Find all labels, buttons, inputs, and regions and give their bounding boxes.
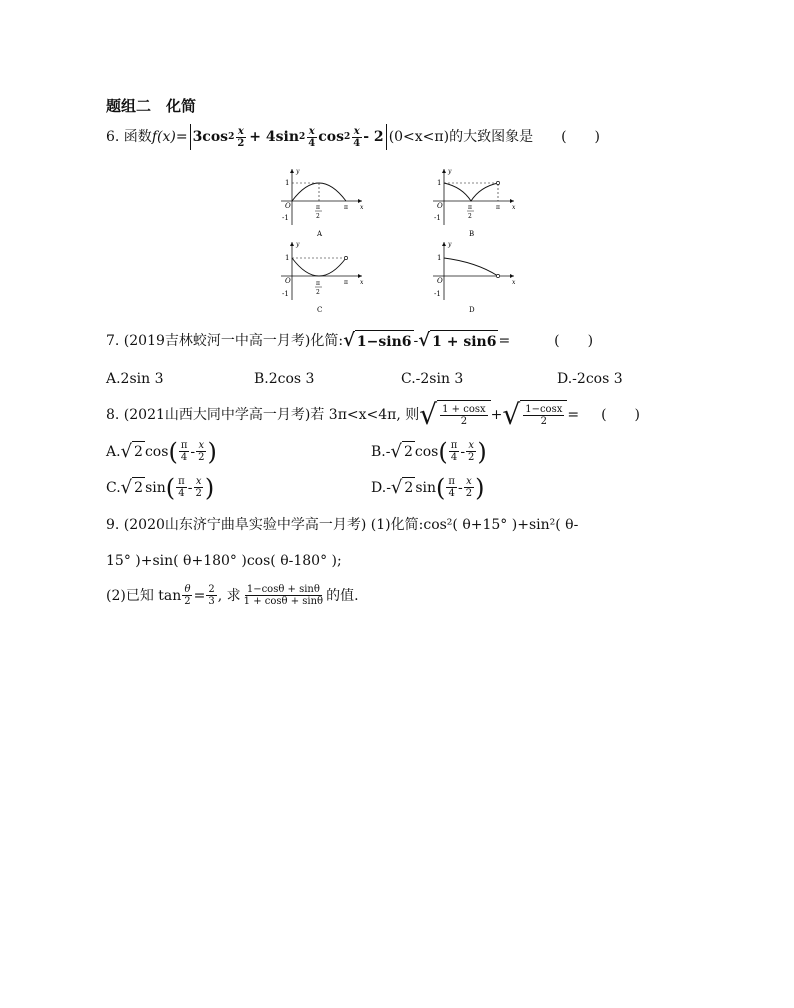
q9-frac-main: $\frac{1-\cos\theta + \sin\theta}{1 + \cos\theta + \sin\theta}$ <box>243 584 324 607</box>
tick-1: 1 <box>437 254 442 262</box>
q8-option-b[interactable]: B. - √ 2 cos ( $\frac{\pi}{4}$ - $\frac{x}{2}$ ) <box>371 437 487 466</box>
q9-line-3: (2)已知 tan $\frac{\theta}{2}$ = $\frac{2}{3}$ , 求 $\frac{1-\cos\theta + \sin\theta}{1 + \cos\theta + \sin\theta}$ 的值. <box>106 584 359 607</box>
tick-minus-1: -1 <box>282 214 289 222</box>
q8-option-c[interactable]: C. √ 2 sin ( $\frac{\pi}{4}$ - $\frac{x}{2}$ ) <box>106 473 215 502</box>
q6-sup-2b: 2 <box>299 132 306 142</box>
tick-minus-1: -1 <box>434 214 441 222</box>
q8-option-a[interactable]: A. √ 2 cos ( $\frac{\pi}{4}$ - $\frac{x}{2}$ ) <box>106 437 217 466</box>
tick-pi: π <box>344 204 348 211</box>
tick-minus-1: -1 <box>434 290 441 298</box>
x-axis-label: x <box>360 204 364 211</box>
y-axis-label: y <box>296 241 300 248</box>
graph-label-D: D <box>469 306 475 314</box>
q6-fx: f(x) <box>151 129 176 145</box>
q6-suffix: 的大致图象是 <box>449 129 534 145</box>
origin-label: O <box>285 277 291 285</box>
origin-label: O <box>285 202 291 210</box>
q7-prefix: 7. (2019吉林蛟河一中高一月考)化简: <box>106 333 344 349</box>
y-axis-label: y <box>296 168 300 175</box>
q6-frac-x-2: $\frac{x}{2}$ <box>237 125 245 149</box>
q8-plus: + <box>490 407 503 423</box>
tick-pi-half-num: π <box>316 280 320 287</box>
q7-minus: - <box>413 333 419 349</box>
abs-bar-right <box>386 124 387 150</box>
q8-prefix: 8. (2021山西大同中学高一月考)若 3π<x<4π, 则 <box>106 407 420 423</box>
section-title: 题组二 化简 <box>106 97 197 115</box>
tick-pi: π <box>344 279 348 286</box>
tick-pi-half-den: 2 <box>316 289 320 296</box>
graph-A <box>276 167 366 245</box>
q8-sqrt-2: √ $\frac{1-\cos x}{2}$ <box>502 400 567 430</box>
q7-sqrt-1: √ 1−sin6 <box>343 330 412 351</box>
q7-answer-blank: ( ) <box>554 333 594 349</box>
q6-sup-2c: 2 <box>344 132 351 142</box>
q6-prefix: 6. 函数 <box>106 129 152 145</box>
graph-B <box>428 167 518 245</box>
graph-label-A: A <box>317 230 323 238</box>
q8-sqrt-1: √ $\frac{1 + \cos x}{2}$ <box>419 400 490 430</box>
y-axis-label: y <box>448 241 452 248</box>
q7-option-c[interactable]: C.-2sin 3 <box>401 371 464 387</box>
q6-sup-2a: 2 <box>228 132 235 142</box>
q7-option-b[interactable]: B.2cos 3 <box>254 371 315 387</box>
origin-label: O <box>437 277 443 285</box>
tick-pi-half-den: 2 <box>468 213 472 220</box>
tick-pi: π <box>496 204 500 211</box>
question-8 <box>106 400 640 430</box>
x-axis-label: x <box>512 204 516 211</box>
q8-option-d[interactable]: D. - √ 2 sin ( $\frac{\pi}{4}$ - $\frac{x}{2}$ ) <box>371 473 485 502</box>
graph-label-B: B <box>469 230 475 238</box>
q7-option-d[interactable]: D.-2cos 3 <box>557 371 623 387</box>
q8-eq: = <box>567 407 580 423</box>
q6-domain: (0<x<π) <box>388 129 450 145</box>
abs-bar-left <box>190 124 191 150</box>
x-axis-label: x <box>512 279 516 286</box>
graph-C <box>276 238 366 316</box>
graph-label-C: C <box>317 306 323 314</box>
q6-term-minus2: - 2 <box>363 129 384 145</box>
q9-line-1: 9. (2020山东济宁曲阜实验中学高一月考) (1)化简:cos²( θ+15° )+sin²( θ- <box>106 517 579 533</box>
tick-1: 1 <box>285 254 290 262</box>
graph-D <box>428 238 518 316</box>
q6-term-3cos: 3cos <box>192 129 229 145</box>
question-7 <box>106 330 593 352</box>
q6-frac-x-4b: $\frac{x}{4}$ <box>353 125 361 149</box>
q6-eq: = <box>175 129 188 145</box>
q6-term-4sin: + 4sin <box>249 129 300 145</box>
tick-pi-half-num: π <box>316 204 320 211</box>
tick-pi-half-num: π <box>468 204 472 211</box>
q7-option-a[interactable]: A.2sin 3 <box>106 371 164 387</box>
tick-minus-1: -1 <box>282 290 289 298</box>
tick-1: 1 <box>437 179 442 187</box>
q9-frac-theta-2: $\frac{\theta}{2}$ <box>184 584 191 607</box>
x-axis-label: x <box>360 279 364 286</box>
question-6 <box>106 124 600 150</box>
origin-label: O <box>437 202 443 210</box>
q6-answer-blank: ( ) <box>561 129 601 145</box>
q9-line-2: 15° )+sin( θ+180° )cos( θ-180° ); <box>106 553 342 569</box>
y-axis-label: y <box>448 168 452 175</box>
tick-pi-half-den: 2 <box>316 213 320 220</box>
q6-term-cos: cos <box>318 129 345 145</box>
q9-frac-2-3: $\frac{2}{3}$ <box>208 584 215 607</box>
tick-1: 1 <box>285 179 290 187</box>
q6-frac-x-4a: $\frac{x}{4}$ <box>308 125 316 149</box>
q8-answer-blank: ( ) <box>601 407 641 423</box>
q7-eq: = <box>498 333 511 349</box>
q7-sqrt-2: √ 1 + sin6 <box>418 330 497 351</box>
